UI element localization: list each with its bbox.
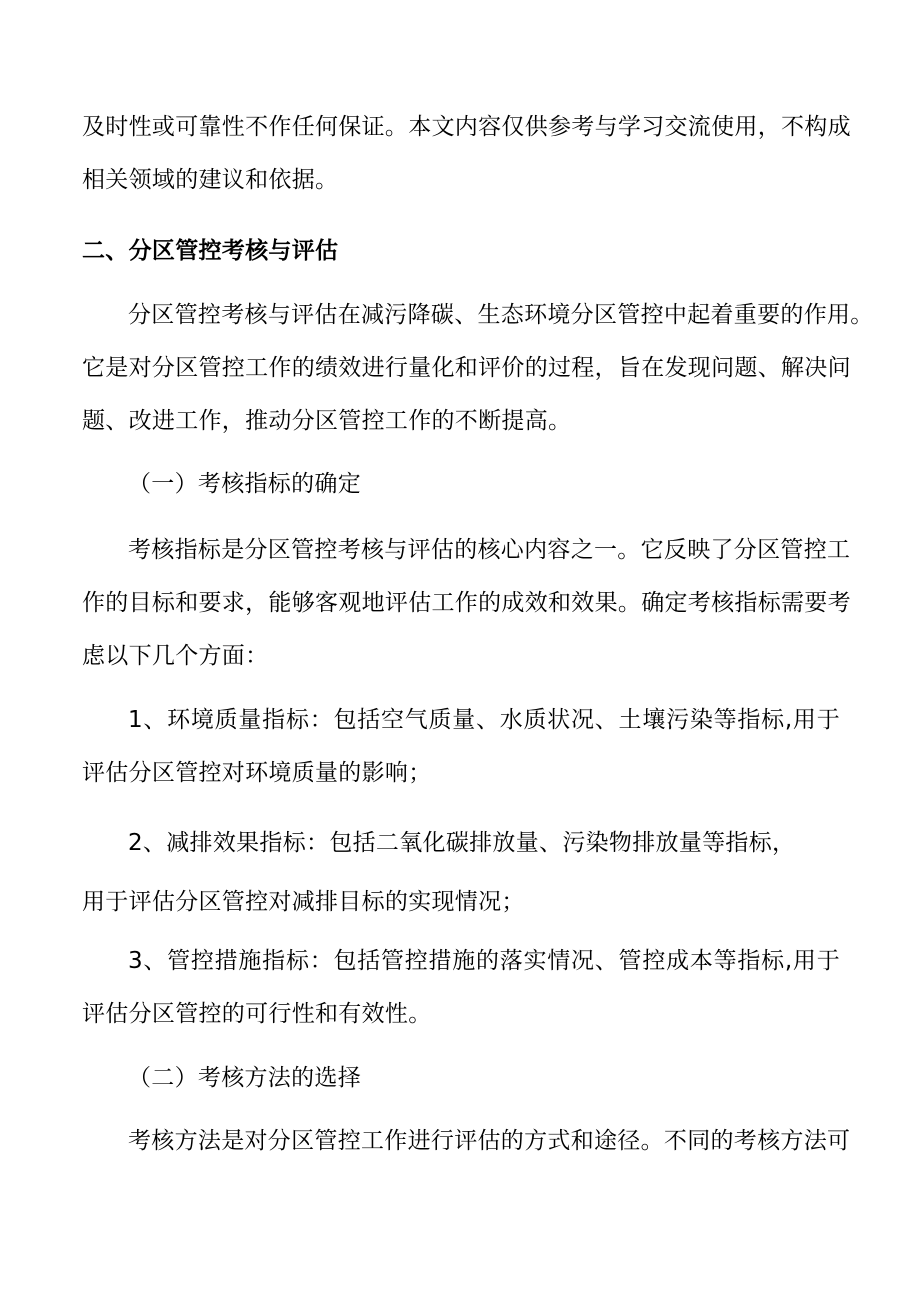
list-item-continuation: 用于评估分区管控对减排目标的实现情况； xyxy=(82,889,525,915)
paragraph-line: 考核指标是分区管控考核与评估的核心内容之一。它反映了分区管控工 xyxy=(128,537,851,563)
paragraph-line: 考核方法是对分区管控工作进行评估的方式和途径。不同的考核方法可 xyxy=(128,1128,851,1154)
paragraph-line: 它是对分区管控工作的绩效进行量化和评价的过程，旨在发现问题、解决问 xyxy=(82,355,851,381)
list-item: 3、管控措施指标：包括管控措施的落实情况、管控成本等指标,用于 xyxy=(128,948,840,974)
paragraph-line: 及时性或可靠性不作任何保证。本文内容仅供参考与学习交流使用，不构成 xyxy=(82,114,851,140)
list-item-continuation: 评估分区管控的可行性和有效性。 xyxy=(82,1001,432,1027)
subsection-heading: （一）考核指标的确定 xyxy=(128,471,361,497)
list-item: 2、减排效果指标：包括二氧化碳排放量、污染物排放量等指标， xyxy=(128,830,796,856)
paragraph-line: 虑以下几个方面： xyxy=(82,643,269,669)
paragraph-line: 分区管控考核与评估在减污降碳、生态环境分区管控中起着重要的作用。 xyxy=(128,302,874,328)
subsection-heading: （二）考核方法的选择 xyxy=(128,1065,361,1091)
paragraph-line: 作的目标和要求，能够客观地评估工作的成效和效果。确定考核指标需要考 xyxy=(82,590,851,616)
paragraph-line: 相关领域的建议和依据。 xyxy=(82,167,339,193)
section-heading: 二、分区管控考核与评估 xyxy=(82,238,339,264)
list-item: 1、环境质量指标：包括空气质量、水质状况、土壤污染等指标,用于 xyxy=(128,707,840,733)
paragraph-line: 题、改进工作，推动分区管控工作的不断提高。 xyxy=(82,408,572,434)
list-item-continuation: 评估分区管控对环境质量的影响； xyxy=(82,760,432,786)
